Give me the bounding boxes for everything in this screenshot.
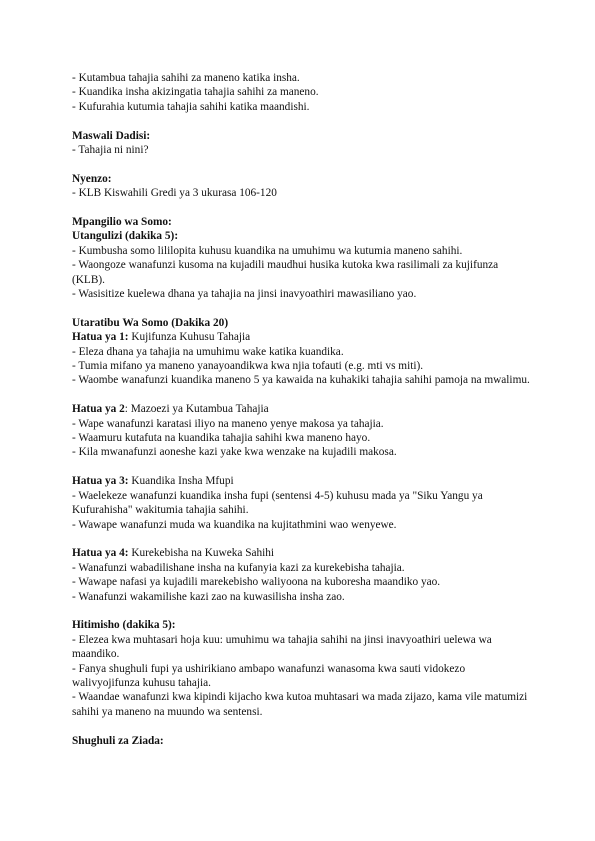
step-heading xyxy=(72,546,532,560)
step-item: - Wawape wanafunzi muda wa kuandika na kujitathmini wao wenyewe. xyxy=(72,518,397,531)
step-item: - Eleza dhana ya tahajia na umuhimu wake katika kuandika. xyxy=(72,345,344,358)
nyenzo-item: - KLB Kiswahili Gredi ya 3 ukurasa 106-120 xyxy=(72,187,277,200)
step-label: Hatua ya 1: xyxy=(72,331,129,344)
objective-item: - Kufurahia kutumia tahajia sahihi katika maandishi. xyxy=(72,100,310,113)
objective-item: - Kutambua tahajia sahihi za maneno katika insha. xyxy=(72,72,300,84)
step-heading xyxy=(72,402,532,416)
utangulizi-item: - Wasisitize kuelewa dhana ya tahajia na jinsi inavyoathiri mawasiliano yao. xyxy=(72,288,417,301)
utangulizi-heading: Utangulizi (dakika 5): xyxy=(72,230,179,243)
maswali-item: - Tahajia ni nini? xyxy=(72,144,149,157)
step-heading xyxy=(72,474,532,488)
step-label: Hatua ya 4: xyxy=(72,547,129,560)
step-title: Kujifunza Kuhusu Tahajia xyxy=(128,331,251,344)
mpangilio-heading: Mpangilio wa Somo: xyxy=(72,216,172,229)
hitimisho-item: - Fanya shughuli fupi ya ushirikiano ambapo wanafunzi wanasoma kwa sauti vidokezo walivyojifunza kuhusu tahajia. xyxy=(72,662,466,689)
utangulizi-item: - Kumbusha somo lililopita kuhusu kuandika na umuhimu wa kutumia maneno sahihi. xyxy=(72,244,463,257)
step-item: - Kila mwanafunzi aoneshe kazi yake kwa wenzake na kujadili makosa. xyxy=(72,446,397,459)
step-item: - Waamuru kutafuta na kuandika tahajia sahihi kwa maneno hayo. xyxy=(72,432,371,445)
step-item: - Waombe wanafunzi kuandika maneno 5 ya kawaida na kuhakiki tahajia sahihi pamoja na mwalimu. xyxy=(72,374,530,387)
hitimisho-item: - Waandae wanafunzi kwa kipindi kijacho kwa kutoa muhtasari wa mada zijazo, kama vile matumizi sahihi ya maneno na muundo wa sentensi. xyxy=(72,691,528,718)
shughuli-heading: Shughuli za Ziada: xyxy=(72,734,164,747)
step-title: Kuandika Insha Mfupi xyxy=(128,475,234,488)
utaratibu-heading: Utaratibu Wa Somo (Dakika 20) xyxy=(72,316,229,329)
nyenzo-heading: Nyenzo: xyxy=(72,172,112,185)
utangulizi-item: - Waongoze wanafunzi kusoma na kujadili maudhui husika kutoka kwa rasilimali za kujifunza (KLB). xyxy=(72,259,499,286)
step-item: - Wape wanafunzi karatasi iliyo na maneno yenye makosa ya tahajia. xyxy=(72,417,384,430)
step-label: Hatua ya 3: xyxy=(72,475,129,488)
step-title: Kurekebisha na Kuweka Sahihi xyxy=(128,547,275,560)
step-item: - Wanafunzi wabadilishane insha na kufanyia kazi za kurekebisha tahajia. xyxy=(72,561,405,574)
hitimisho-item: - Elezea kwa muhtasari hoja kuu: umuhimu wa tahajia sahihi na jinsi inavyoathiri uelewa wa maandiko. xyxy=(72,633,492,661)
hitimisho-heading: Hitimisho (dakika 5): xyxy=(72,619,176,632)
step-item: - Wawape nafasi ya kujadili marekebisho waliyoona na kuboresha maandiko yao. xyxy=(72,576,441,589)
step-heading xyxy=(72,330,532,344)
step-label: Hatua ya 2 xyxy=(72,403,125,416)
document-page xyxy=(72,71,532,748)
maswali-heading: Maswali Dadisi: xyxy=(72,129,151,142)
objectives-list xyxy=(72,71,532,114)
objective-item: - Kuandika insha akizingatia tahajia sahihi za maneno. xyxy=(72,86,319,99)
step-item: - Wanafunzi wakamilishe kazi zao na kuwasilisha insha zao. xyxy=(72,590,345,603)
step-title: : Mazoezi ya Kutambua Tahajia xyxy=(124,403,269,416)
step-item: - Waelekeze wanafunzi kuandika insha fupi (sentensi 4-5) kuhusu mada ya "Siku Yangu ya Kufurahisha" wakitumia tahajia sahihi. xyxy=(72,489,483,517)
step-item: - Tumia mifano ya maneno yanayoandikwa kwa njia tofauti (e.g. mti vs miti). xyxy=(72,360,424,373)
